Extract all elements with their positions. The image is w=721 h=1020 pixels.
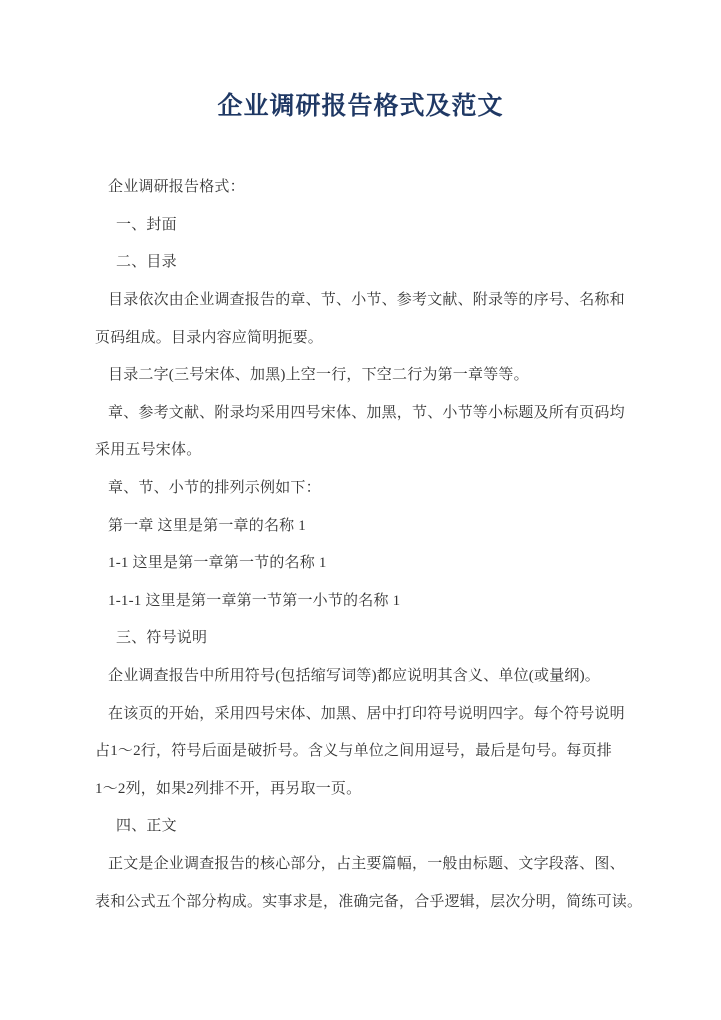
text-line: 正文是企业调查报告的核心部分，占主要篇幅，一般由标题、文字段落、图、 (108, 855, 625, 872)
text-line: 第一章 这里是第一章的名称 1 (108, 517, 307, 534)
text-line: 章、参考文献、附录均采用四号宋体、加黑，节、小节等小标题及所有页码均 (108, 404, 625, 421)
text-line: 在该页的开始，采用四号宋体、加黑、居中打印符号说明四字。每个符号说明 (108, 705, 625, 722)
text-line: 目录依次由企业调查报告的章、节、小节、参考文献、附录等的序号、名称和 (108, 292, 625, 309)
text-line: 1-1 这里是第一章第一节的名称 1 (108, 555, 327, 572)
text-line: 页码组成。目录内容应简明扼要。 (95, 329, 324, 346)
text-line: 占1～2行，符号后面是破折号。含义与单位之间用逗号，最后是句号。每页排 (95, 743, 613, 760)
text-line: 二、目录 (116, 254, 177, 271)
text-line: 一、封面 (116, 216, 177, 233)
text-line: 三、符号说明 (116, 630, 208, 647)
text-line: 采用五号宋体。 (95, 442, 202, 459)
text-line: 表和公式五个部分构成。实事求是，准确完备，合乎逻辑，层次分明，简练可读。 (95, 893, 643, 910)
text-line: 四、正文 (116, 818, 177, 835)
text-line: 1-1-1 这里是第一章第一节第一小节的名称 1 (108, 592, 401, 609)
text-line: 企业调查报告中所用符号(包括缩写词等)都应说明其含义、单位(或量纲)。 (108, 668, 600, 685)
page-title: 企业调研报告格式及范文 (217, 93, 504, 120)
text-line: 企业调研报告格式： (108, 179, 245, 196)
document-body (95, 167, 666, 919)
text-line: 1～2列，如果2列排不开，再另取一页。 (95, 780, 362, 797)
text-line: 目录二字(三号宋体、加黑)上空一行，下空二行为第一章等等。 (108, 367, 529, 384)
text-line: 章、节、小节的排列示例如下： (108, 480, 321, 497)
